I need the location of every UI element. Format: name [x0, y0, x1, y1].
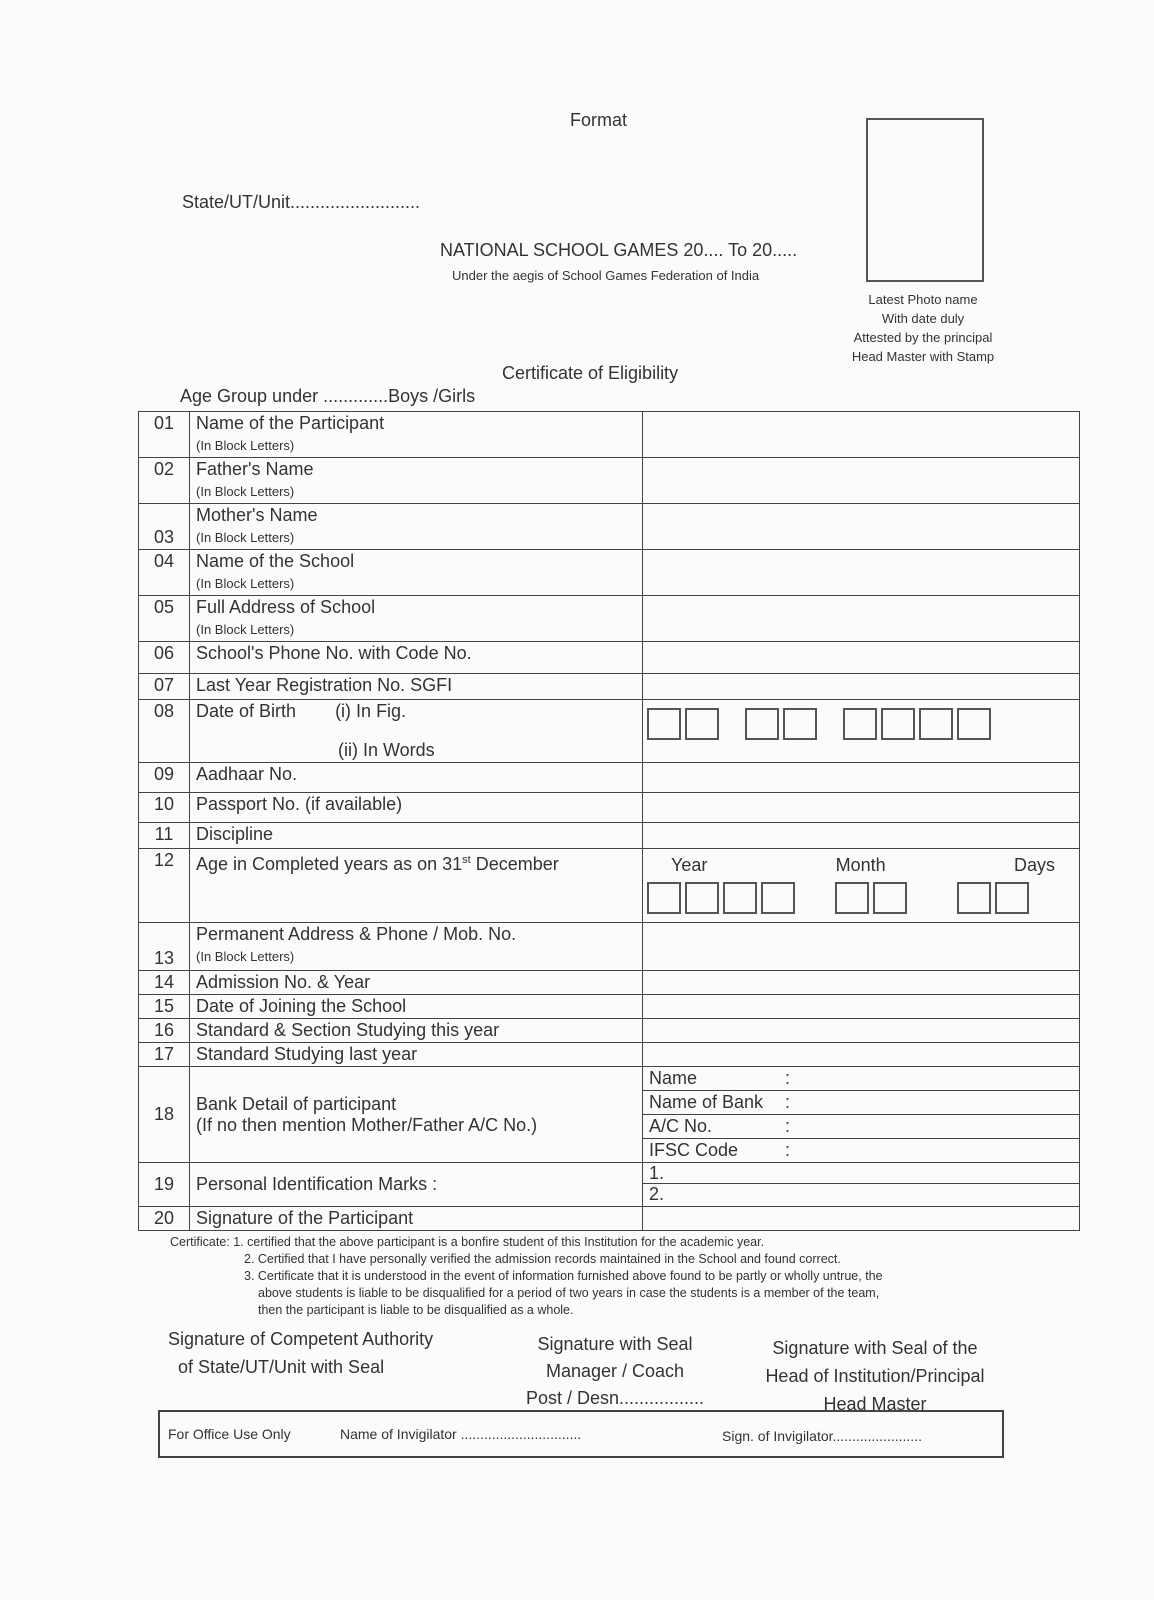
row-number: 16 [139, 1019, 190, 1043]
table-row [139, 596, 1080, 642]
dob-day-digit[interactable] [685, 708, 719, 740]
age-month-digit[interactable] [835, 882, 869, 914]
certificate-line: above students is liable to be disqualified for a period of two years in case the students is a member of the team, [258, 1286, 880, 1300]
row-label-text: Age in Completed years as on 31 [196, 854, 463, 874]
row-number: 19 [139, 1163, 190, 1207]
row-label [190, 1067, 643, 1163]
table-row [139, 971, 1080, 995]
dob-fig-label: (i) In Fig. [335, 701, 407, 721]
page-title: NATIONAL SCHOOL GAMES 20.... To 20..... [440, 240, 798, 260]
row-sublabel: (In Block Letters) [196, 530, 295, 545]
table-row [139, 504, 1080, 550]
row-sublabel: (In Block Letters) [196, 576, 295, 591]
signature-manager [500, 1331, 730, 1412]
age-days-digit[interactable] [957, 882, 991, 914]
bank-field-label: Name of Bank [649, 1092, 764, 1112]
table-row [139, 1067, 1080, 1163]
age-year-digit[interactable] [647, 882, 681, 914]
row-number: 11 [139, 823, 190, 849]
row-number: 01 [139, 412, 190, 458]
row-number: 04 [139, 550, 190, 596]
dob-year-digit[interactable] [843, 708, 877, 740]
row-label: Signature of the Participant [190, 1207, 643, 1231]
table-row [139, 412, 1080, 458]
mark-label: 1. [649, 1163, 665, 1183]
signature-line: Head Master [823, 1394, 927, 1414]
office-use-box [158, 1410, 1004, 1458]
certificate-title: Certificate of Eligibility [502, 363, 679, 383]
age-month-digit[interactable] [873, 882, 907, 914]
table-row [139, 458, 1080, 504]
age-year-label: Year [671, 855, 708, 875]
signature-line: Signature with Seal of the [772, 1338, 978, 1358]
father-name-field[interactable] [643, 458, 1080, 504]
row-label-text: Mother's Name [196, 505, 318, 525]
signature-line: Manager / Coach [545, 1361, 685, 1381]
row-number: 02 [139, 458, 190, 504]
mark-1-field[interactable] [643, 1163, 1079, 1184]
standard-last-field[interactable] [643, 1043, 1080, 1067]
row-label [190, 700, 643, 763]
row-label-text: Full Address of School [196, 597, 376, 617]
row-number: 09 [139, 763, 190, 793]
bank-ac-field[interactable]: A/C No. : [643, 1115, 1079, 1139]
signature-line: Head of Institution/Principal [765, 1366, 985, 1386]
table-row [139, 793, 1080, 823]
passport-field[interactable] [643, 793, 1080, 823]
row-label: Date of Joining the School [190, 995, 643, 1019]
row-label [190, 923, 643, 971]
signature-line: of State/UT/Unit with Seal [178, 1357, 385, 1377]
bank-field-label: IFSC Code [649, 1140, 739, 1160]
table-row [139, 763, 1080, 793]
age-headings [643, 849, 1079, 878]
row-number: 17 [139, 1043, 190, 1067]
row-sublabel: (In Block Letters) [196, 949, 295, 964]
certificate-line: 2. Certified that I have personally verified the admission records maintained in the School and found correct. [244, 1252, 841, 1266]
table-row [139, 700, 1080, 763]
row-number: 05 [139, 596, 190, 642]
invigilator-sign-field[interactable]: Sign. of Invigilator....................... [722, 1428, 922, 1444]
row-number: 10 [139, 793, 190, 823]
row-label: Personal Identification Marks : [190, 1163, 643, 1207]
photo-caption-line: With date duly [881, 311, 965, 326]
standard-current-field[interactable] [643, 1019, 1080, 1043]
bank-field-label: A/C No. [649, 1116, 713, 1136]
row-label-text-2: (If no then mention Mother/Father A/C No.) [196, 1114, 538, 1135]
photo-caption-line: Latest Photo name [868, 292, 978, 307]
dob-year-digit[interactable] [919, 708, 953, 740]
school-phone-field[interactable] [643, 642, 1080, 674]
dob-month-digit[interactable] [783, 708, 817, 740]
certificate-line: Certificate: 1. certified that the above participant is a bonfire student of this Institution for the academic year. [170, 1235, 765, 1249]
row-label: Admission No. & Year [190, 971, 643, 995]
row-number: 14 [139, 971, 190, 995]
row-label: Standard Studying last year [190, 1043, 643, 1067]
row-sublabel: (In Block Letters) [196, 438, 295, 453]
row-number: 18 [139, 1067, 190, 1163]
row-label-text: Name of the Participant [196, 413, 385, 433]
table-row [139, 995, 1080, 1019]
school-address-field[interactable] [643, 596, 1080, 642]
signature-line: Signature with Seal [537, 1334, 693, 1354]
school-name-field[interactable] [643, 550, 1080, 596]
row-label: Last Year Registration No. SGFI [190, 674, 643, 700]
table-row [139, 1019, 1080, 1043]
row-label: Standard & Section Studying this year [190, 1019, 643, 1043]
row-label: Aadhaar No. [190, 763, 643, 793]
table-row [139, 849, 1080, 923]
signature-line: Signature of Competent Authority [168, 1329, 434, 1349]
signature-head [760, 1334, 990, 1418]
age-month-label: Month [835, 855, 886, 875]
bank-name-field[interactable]: Name : [643, 1067, 1079, 1091]
dob-year-digit[interactable] [881, 708, 915, 740]
row-number: 03 [139, 504, 190, 550]
row-label-text: Date of Birth [196, 701, 297, 721]
signature-authority [168, 1325, 433, 1381]
participant-name-field[interactable] [643, 412, 1080, 458]
row-sublabel: (In Block Letters) [196, 484, 295, 499]
invigilator-name-field[interactable]: Name of Invigilator ............................... [340, 1426, 582, 1442]
photo-caption [838, 290, 1008, 366]
age-group-label: Age Group under .............Boys /Girls [180, 386, 476, 406]
mark-label: 2. [649, 1184, 665, 1204]
admission-field[interactable] [643, 971, 1080, 995]
table-row [139, 923, 1080, 971]
aadhaar-field[interactable] [643, 763, 1080, 793]
row-label-text: Permanent Address & Phone / Mob. No. [196, 924, 517, 944]
dob-year-digit[interactable] [957, 708, 991, 740]
identification-marks [643, 1163, 1080, 1207]
row-number: 20 [139, 1207, 190, 1231]
row-number: 13 [139, 923, 190, 971]
table-row [139, 674, 1080, 700]
format-label: Format [570, 110, 628, 130]
permanent-address-field[interactable] [643, 923, 1080, 971]
row-label: School's Phone No. with Code No. [190, 642, 643, 674]
bank-bank-name-field[interactable]: Name of Bank : [643, 1091, 1079, 1115]
photo-caption-line: Head Master with Stamp [851, 349, 995, 364]
age-boxes [643, 878, 1079, 922]
certificate-line: then the participant is liable to be disqualified as a whole. [258, 1303, 574, 1317]
row-number: 07 [139, 674, 190, 700]
dob-words-label: (ii) In Words [338, 740, 435, 760]
row-number: 12 [139, 849, 190, 923]
row-label-text: Bank Detail of participant [196, 1093, 397, 1114]
table-row [139, 642, 1080, 674]
dob-boxes [643, 700, 1079, 748]
bank-field-label: Name [649, 1068, 698, 1088]
dob-field [643, 700, 1080, 763]
row-label: Passport No. (if available) [190, 793, 643, 823]
row-sublabel: (In Block Letters) [196, 622, 295, 637]
age-year-digit[interactable] [723, 882, 757, 914]
dob-day-digit[interactable] [647, 708, 681, 740]
row-number: 08 [139, 700, 190, 763]
row-label [190, 458, 643, 504]
eligibility-table [138, 411, 1080, 1231]
discipline-field[interactable] [643, 823, 1080, 849]
row-label-text: Father's Name [196, 459, 314, 479]
table-row [139, 1163, 1080, 1207]
signature-line: Post / Desn................. [525, 1388, 705, 1408]
participant-signature-field[interactable] [643, 1207, 1080, 1231]
registration-no-field[interactable] [643, 674, 1080, 700]
age-year-digit[interactable] [761, 882, 795, 914]
dob-month-digit[interactable] [745, 708, 779, 740]
row-label [190, 550, 643, 596]
row-number: 06 [139, 642, 190, 674]
row-label-text: Name of the School [196, 551, 355, 571]
joining-date-field[interactable] [643, 995, 1080, 1019]
bank-ifsc-field[interactable]: IFSC Code : [649, 1140, 791, 1160]
row-label [190, 596, 643, 642]
row-label [190, 849, 643, 923]
age-days-label: Days [1013, 855, 1055, 875]
photo-placeholder [866, 118, 984, 282]
table-row [139, 550, 1080, 596]
row-label [190, 412, 643, 458]
table-row [139, 1043, 1080, 1067]
table-row [139, 823, 1080, 849]
table-row [139, 1207, 1080, 1231]
age-field [643, 849, 1080, 923]
row-label: Discipline [190, 823, 643, 849]
row-label [190, 504, 643, 550]
certificate-line: 3. Certificate that it is understood in the event of information furnished above found to be partly or wholly untrue, the [244, 1269, 883, 1283]
mother-name-field[interactable] [643, 504, 1080, 550]
age-year-digit[interactable] [685, 882, 719, 914]
mark-2-field[interactable] [643, 1184, 1079, 1204]
row-number: 15 [139, 995, 190, 1019]
photo-caption-line: Attested by the principal [853, 330, 993, 345]
row-label-end: December [470, 854, 559, 874]
page-subtitle: Under the aegis of School Games Federation of India [452, 268, 760, 283]
bank-details [643, 1067, 1080, 1163]
age-days-digit[interactable] [995, 882, 1029, 914]
certificate-statements [170, 1234, 883, 1319]
state-unit-label: State/UT/Unit.......................... [182, 192, 421, 212]
office-use-label: For Office Use Only [168, 1426, 291, 1442]
row-label-sup: st [462, 854, 471, 866]
